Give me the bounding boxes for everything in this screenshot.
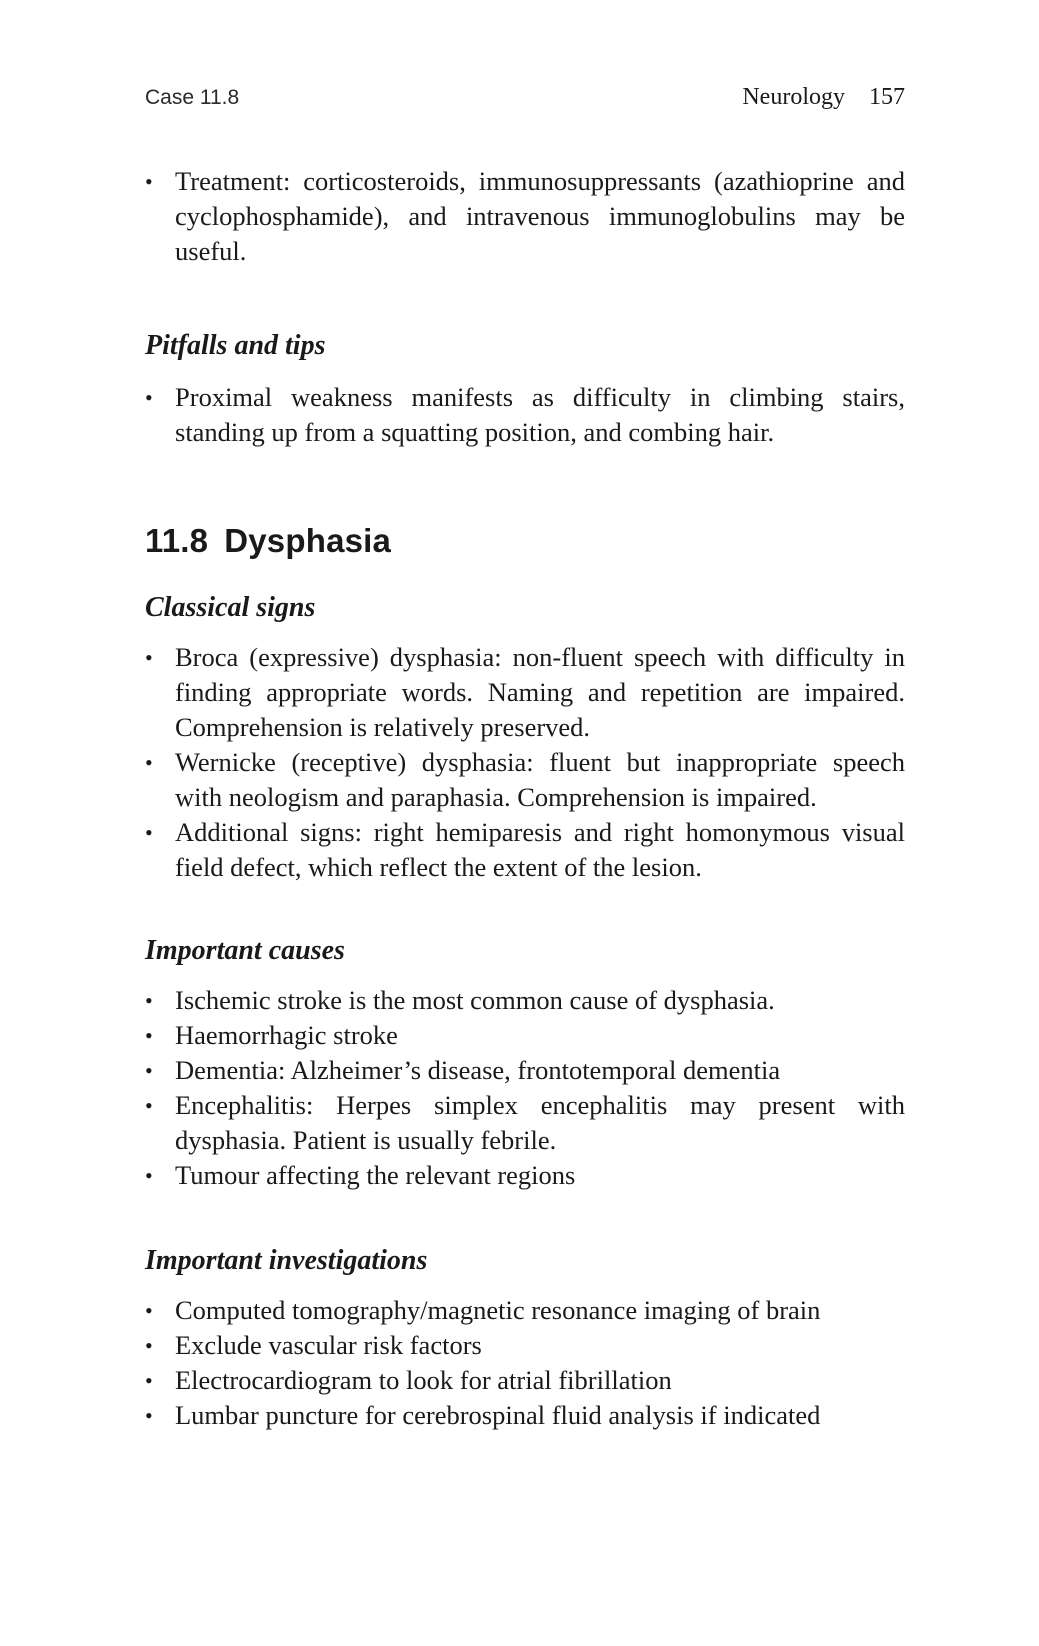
list-item: • Treatment: corticosteroids, immunosuppressants (azathioprine and cyclophosphamide), and intravenous immunoglobulins may be useful. <box>145 166 905 266</box>
pitfalls-heading: Pitfalls and tips <box>145 330 326 361</box>
list-item: • Haemorrhagic stroke <box>145 1018 905 1053</box>
section-name: Neurology <box>742 84 845 110</box>
bullet-icon: • <box>145 750 153 775</box>
list-item: • Additional signs: right hemiparesis and right homonymous visual field defect, which reflect the extent of the lesion. <box>145 817 905 882</box>
list-item: • Lumbar puncture for cerebrospinal fluid analysis if indicated <box>145 1398 905 1433</box>
running-header <box>145 84 905 118</box>
bullet-icon: • <box>145 1298 153 1323</box>
list-item: • Dementia: Alzheimer’s disease, frontotemporal dementia <box>145 1053 905 1088</box>
list-item: • Ischemic stroke is the most common cause of dysphasia. <box>145 983 905 1018</box>
bullet-icon: • <box>145 988 153 1013</box>
case-label: Case 11.8 <box>145 86 240 109</box>
chapter-number: 11.8 <box>145 522 209 559</box>
bullet-icon: • <box>145 1093 153 1118</box>
page-number: 157 <box>869 84 905 110</box>
bullet-icon: • <box>145 169 153 194</box>
bullet-icon: • <box>145 1368 153 1393</box>
classical-signs-list <box>145 640 905 885</box>
important-causes-list <box>145 983 905 1193</box>
list-item: • Broca (expressive) dysphasia: non-fluent speech with difficulty in finding appropriate words. Naming and repetition are impaired. Comprehension is relatively preserved. <box>145 642 905 742</box>
list-item: • Encephalitis: Herpes simplex encephalitis may present with dysphasia. Patient is usually febrile. <box>145 1090 905 1155</box>
bullet-icon: • <box>145 1023 153 1048</box>
important-investigations-heading: Important investigations <box>145 1245 428 1276</box>
list-item: • Electrocardiogram to look for atrial fibrillation <box>145 1363 905 1398</box>
list-item: • Wernicke (receptive) dysphasia: fluent but inappropriate speech with neologism and paraphasia. Comprehension is impaired. <box>145 747 905 812</box>
classical-signs-heading: Classical signs <box>145 592 316 623</box>
bullet-icon: • <box>145 1058 153 1083</box>
pitfalls-list <box>145 380 905 450</box>
bullet-icon: • <box>145 1403 153 1428</box>
list-item: • Computed tomography/magnetic resonance imaging of brain <box>145 1293 905 1328</box>
bullet-icon: • <box>145 1333 153 1358</box>
important-investigations-list <box>145 1293 905 1433</box>
book-page <box>145 84 905 1433</box>
important-causes-heading: Important causes <box>145 935 345 966</box>
list-item: • Proximal weakness manifests as difficulty in climbing stairs, standing up from a squatting position, and combing hair. <box>145 382 905 447</box>
bullet-icon: • <box>145 1163 153 1188</box>
bullet-icon: • <box>145 645 153 670</box>
intro-list <box>145 164 905 269</box>
list-item: • Exclude vascular risk factors <box>145 1328 905 1363</box>
chapter-title <box>145 522 905 560</box>
header-right <box>742 84 905 111</box>
list-item: • Tumour affecting the relevant regions <box>145 1158 905 1193</box>
bullet-icon: • <box>145 820 153 845</box>
chapter-name: Dysphasia <box>224 522 392 559</box>
bullet-icon: • <box>145 385 153 410</box>
